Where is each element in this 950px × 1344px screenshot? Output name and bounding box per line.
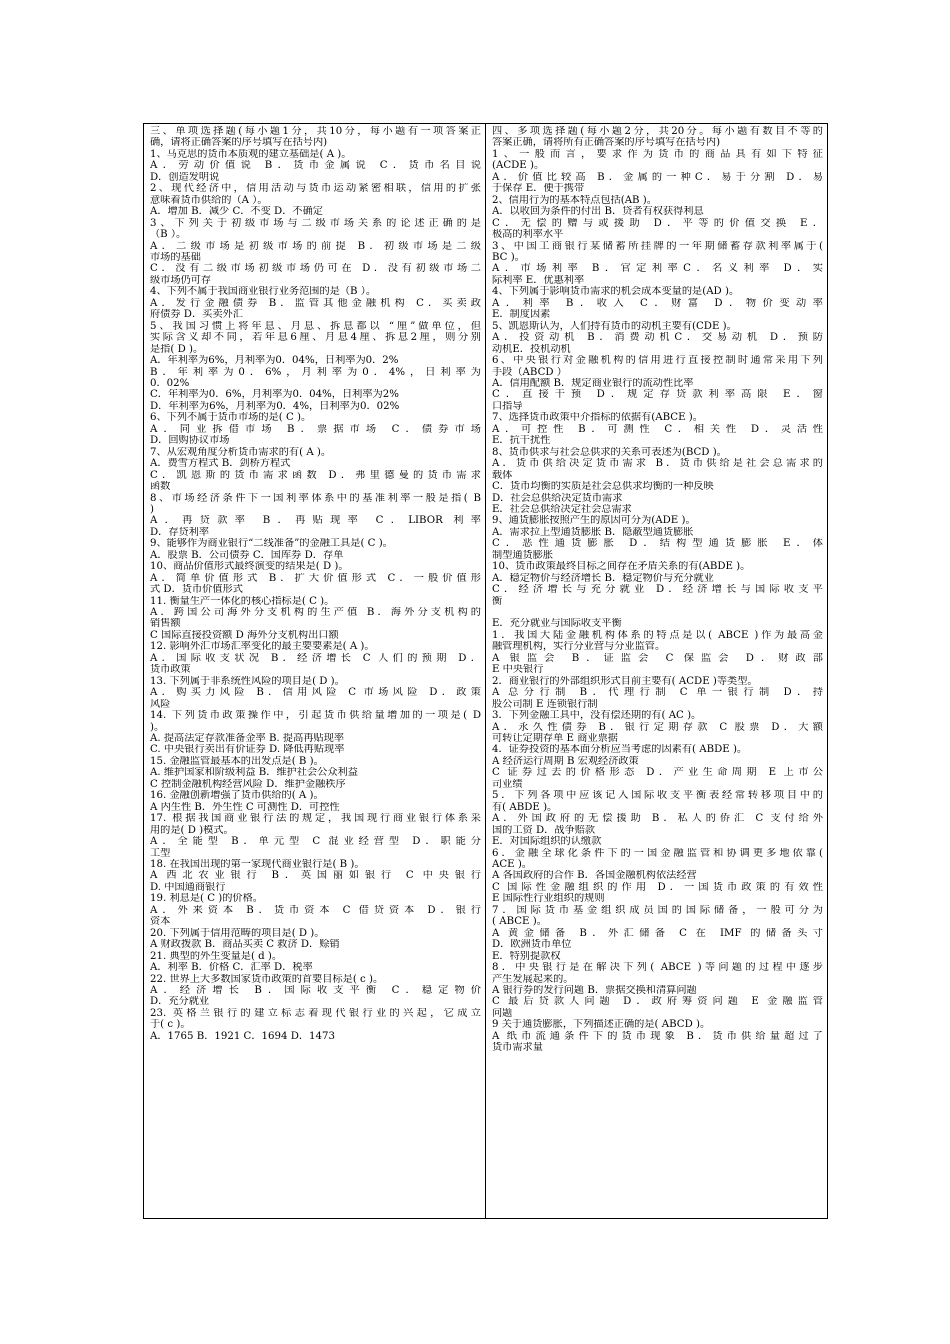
text-line: 21. 典型的外生变量是( d )。 — [150, 950, 283, 962]
text-line: E．充分就业与国际收支平衡 — [492, 618, 622, 630]
text-line: 工型 — [150, 847, 171, 859]
text-line: D. 中国通商银行 — [150, 881, 226, 893]
text-line: A．股票 B．公司债券 C．国库券 D．存单 — [150, 549, 344, 561]
text-line: 11. 衡量生产一体化的核心指标是( C )。 — [150, 595, 335, 607]
text-line: 货币政策 — [150, 664, 191, 676]
text-line: A 内生性 B．外生性 C 可测性 D．可控性 — [150, 801, 340, 813]
text-line: 式 D．货币价值形式 — [150, 584, 243, 596]
text-line: A 财政拨款 B．商品买卖 C 救济 D．赊销 — [150, 939, 340, 951]
text-line: 9、通货膨胀按照产生的原因可分为(ADE )。 — [492, 515, 696, 527]
text-line: 4、下列属于影响货币需求的机会成本变量的是(AD )。 — [492, 286, 740, 298]
text-line: 6、中央银行对金融机构的信用进行直接控制时通常采用下列 — [492, 355, 823, 367]
text-line: E．抗干扰性 — [492, 435, 551, 447]
text-line: 手段（ABCD ） — [492, 366, 567, 378]
text-line: 三、单项选择题(每小题1分，共10分，每小题有一项答案正 — [150, 126, 481, 137]
text-line: C．没有二级市场初级市场仍可在 D．没有初级市场二 — [150, 263, 481, 275]
text-line: 5、我国习惯上将年息、月息、拆息都以 “厘”做单位，但 — [150, 320, 481, 332]
text-line: 12. 影响外汇市场汇率变化的最主要要素是( A )。 — [150, 641, 375, 653]
text-line: D．存贷利率 — [150, 526, 210, 538]
text-line: 4．证券投资的基本面分析应当考虑的因素有( ABDE )。 — [492, 744, 748, 756]
text-line: A．年利率为6%，月利率为0．04%，日利率为0．2% — [150, 355, 399, 367]
text-line: ( ABCE )。 — [492, 916, 547, 928]
text-line: 2、现代经济中，信用活动与货币运动紧密相联，信用的扩张 — [150, 183, 481, 195]
text-line: A．劳动价值说 B．货币金属说 C．货币名目说 — [150, 160, 481, 172]
text-line: A 银监会 B．证监会 C 保监会 D．财政部 — [492, 652, 823, 664]
text-line: A．费雪方程式 B．剑桥方程式 — [150, 458, 291, 470]
text-line: 资本 — [150, 916, 171, 928]
text-line: A．外国政府的无偿援助 B．私人的侨汇 C 支付给外 — [492, 813, 823, 825]
text-line: A．利率 B．价格 C．汇率 D．税率 — [150, 962, 313, 974]
text-line: 问题 — [492, 1007, 513, 1019]
text-line: 四、多项选择题(每小题2分，共20分。每小题有数目不等的 — [492, 126, 823, 137]
text-line: C．直接干预 D．规定存贷款利率高限 E．窗 — [492, 389, 823, 401]
text-line: 风险 — [150, 698, 171, 710]
text-line: A 经济运行周期 B 宏观经济政策 — [492, 755, 639, 767]
text-line: A 各国政府的合作 B．各国金融机构依法经营 — [492, 870, 697, 882]
text-line: 6、下列不属于货币市场的是( C )。 — [150, 412, 312, 424]
text-line: A．永久性债券 B．银行定期存款 C 股票 D．大额 — [492, 721, 823, 733]
text-line: E．制度因素 — [492, 309, 551, 321]
text-line: A．经济增长 B．国际收支平衡 C．稳定物价 — [150, 984, 481, 996]
text-line: 16. 金融创新增强了货币供给的( A )。 — [150, 790, 324, 802]
text-line: 17. 根据我国商业银行法的规定，我国现行商业银行体系采 — [150, 813, 481, 825]
text-line: A．以收回为条件的付出 B．贷者有权获得利息 — [492, 206, 704, 218]
text-line: A．国际收支状况 B．经济增长 C 人们的预期 D． — [150, 652, 481, 664]
text-line: 3．下列金融工具中，没有偿还期的有( AC )。 — [492, 710, 702, 722]
text-line: 2．商业银行的外部组织形式目前主要有( ACDE )等类型。 — [492, 675, 758, 687]
text-line: C 证券过去的价格形态 D．产业生命周期 E 上市公 — [492, 767, 823, 779]
text-line: 5、凯恩斯认为，人们持有货币的动机主要有(CDE )。 — [492, 320, 737, 332]
text-line: (ACDE )。 — [492, 160, 545, 172]
text-line: D．回购协议市场 — [150, 435, 230, 447]
text-line: C．无偿的赠与或援助 D．平等的价值交换 E． — [492, 217, 823, 229]
text-line: A．购买力风险 B．信用风险 C 市场风险 D．政策 — [150, 687, 481, 699]
text-line: 动机E．投机动机 — [492, 343, 571, 355]
text-line: BC )。 — [492, 251, 525, 263]
text-line: A．稳定物价与经济增长 B．稳定物价与充分就业 — [492, 572, 714, 584]
text-line: 衡 — [492, 595, 503, 607]
text-line: A．跨国公司海外分支机构的生产值 B．海外分支机构的 — [150, 607, 481, 619]
text-line: A．全能型 B．单元型 C 混业经营型 D．职能分 — [150, 836, 481, 848]
text-line: 制型通货膨胀 — [492, 549, 554, 561]
text-line: 15. 金融监管最基本的出发点是( B )。 — [150, 755, 324, 767]
text-line: A．发行金融债券 B．监管其他金融机构 C．买卖政 — [150, 297, 481, 309]
text-line: A．信用配额 B．规定商业银行的流动性比率 — [492, 377, 694, 389]
text-line: D．充分就业 — [150, 996, 210, 1008]
text-line: E．特别提款权 — [492, 950, 561, 962]
text-line: 10、商品价值形式最终演变的结果是( D )。 — [150, 561, 349, 573]
exam-table — [143, 123, 828, 1219]
text-line: A．价值比较高 B．金属的一种C．易于分割 D．易 — [492, 171, 823, 183]
text-line: C 国际性金融组织的作用 D．一国货币政策的有效性 — [492, 881, 823, 893]
text-line: C 国际直接投资额 D 海外分支机构出口额 — [150, 629, 339, 641]
text-line: 于( c )。 — [150, 1019, 191, 1031]
text-line: A．利率 B．收入 C．财富 D．物价变动率 — [492, 297, 823, 309]
text-line: C．恶性通货膨胀 D．结构型通货膨胀 E．体 — [492, 538, 823, 550]
text-line: E．对国际组织的认缴款 — [492, 836, 602, 848]
text-line: D．年利率为6%，月利率为0．4%，日利率为0．02% — [150, 400, 400, 412]
text-line: 0．02% — [150, 377, 190, 389]
text-line: ) — [150, 503, 154, 515]
text-line: （B ）。 — [150, 229, 187, 241]
text-line: C 最后贷款人问题 D．政府筹资问题 E 金融监管 — [492, 996, 823, 1008]
text-line: A 总分行制 B．代理行制 C 单一银行制 D．持 — [492, 687, 823, 699]
text-line: 4、下列不属于我国商业银行业务范围的是（B ）。 — [150, 286, 377, 298]
text-line: A．再贷款率 B．再贴现率 C．LIBOR 利率 — [150, 515, 481, 527]
text-line: A 纸币流通条件下的货币现象 B．货币供给量超过了 — [492, 1030, 823, 1042]
text-line: A．增加 B．减少 C．不变 D．不确定 — [150, 206, 323, 218]
text-line: ACE )。 — [492, 859, 532, 870]
text-line: 3、中国工商银行某储蓄所挂牌的一年期储蓄存款利率属于( — [492, 240, 823, 252]
text-line: 7．国际货币基金组织成员国的国际储备，一般可分为 — [492, 904, 823, 916]
text-line: 载体 — [492, 469, 513, 481]
text-line: E．社会总供给决定社会总需求 — [492, 503, 632, 515]
text-line: 8、货币供求与社会总供求的关系可表述为(BCD )。 — [492, 446, 727, 458]
text-line: 有( ABDE )。 — [492, 801, 558, 813]
text-line: 市场的基础 — [150, 251, 201, 263]
text-line: 可转让定期存单 E 商业票据 — [492, 733, 618, 745]
text-line: 函数 — [150, 481, 171, 493]
text-line: 7、从宏观角度分析货币需求的有( A )。 — [150, 446, 332, 458]
multiple-choice-column — [486, 124, 827, 1218]
text-line: 于保存 E．便于携带 — [492, 183, 585, 195]
text-line: 意味着货币供给的（A ）。 — [150, 194, 268, 206]
text-line: 确，请将正确答案的序号填写在括号内) — [150, 137, 328, 149]
text-line: A．1765 B．1921 C．1694 D．1473 — [150, 1030, 335, 1042]
text-line — [492, 607, 823, 618]
text-line: A 银行券的发行问题 B．票据交换和清算问题 — [492, 984, 697, 996]
text-line: 9 关于通货膨胀，下列描述正确的是( ABCD )。 — [492, 1019, 711, 1031]
text-line: A．二级市场是初级市场的前提 B．初级市场是二级 — [150, 240, 481, 252]
text-line: 23. 英格兰银行的建立标志着现代银行业的兴起，它成立 — [150, 1007, 481, 1019]
text-line: C．年利率为0．6%，月利率为0．04%，日利率为2% — [150, 389, 399, 401]
text-line: C．货币均衡的实质是社会总供求均衡的一种反映 — [492, 481, 714, 493]
text-line: 22. 世界上大多数国家货币政策的首要目标是( c )。 — [150, 973, 384, 985]
text-line: A．需求拉上型通货膨胀 B．隐蔽型通货膨胀 — [492, 526, 694, 538]
text-line: E 国际性行业组织的规则 — [492, 893, 605, 905]
text-line: 9、能够作为商业银行“二线准备”的金融工具是( C )。 — [150, 538, 393, 550]
text-line: A．简单价值形式 B．扩大价值形式 C．一般价值形 — [150, 572, 481, 584]
text-line: C. 中央银行卖出有价证券 D. 降低再贴现率 — [150, 744, 345, 756]
text-line: E 中央银行 — [492, 664, 544, 676]
text-line: C 控制金融机构经营风险 D．维护金融秩序 — [150, 778, 346, 790]
text-line: 级市场仍可存 — [150, 274, 212, 286]
text-line: 口指导 — [492, 400, 523, 412]
text-line: )。 — [150, 721, 165, 733]
text-line: 13. 下列属于非系统性风险的项目是( D )。 — [150, 675, 345, 687]
text-line: 货币需求量 — [492, 1042, 543, 1054]
text-line: 10、货币政策最终目标之间存在矛盾关系的有(ABDE )。 — [492, 561, 751, 573]
text-line: 7、选择货币政策中介指标的依据有(ABCE )。 — [492, 412, 703, 424]
single-choice-column — [144, 124, 486, 1218]
text-line: 融管理机构，实行分业营与分业监管。 — [492, 641, 666, 653]
text-line: A．同业拆借市场 B．票据市场 C．债券市场 — [150, 423, 481, 435]
text-line: C．凯恩斯的货币需求函数 D．弗里德曼的货币需求 — [150, 469, 481, 481]
text-line: D．欧洲货币单位 — [492, 939, 572, 951]
text-line: A 西北农业银行 B．英国丽如银行 C 中央银行 — [150, 870, 481, 882]
text-line: 3、下列关于初级市场与二级市场关系的论述正确的是 — [150, 217, 481, 229]
text-line: 国的工资 D．战争赔款 — [492, 824, 596, 836]
text-line: D．社会总供给决定货币需求 — [492, 492, 623, 504]
text-line: A．投资动机 B．消费动机C．交易动机 D．预防 — [492, 332, 823, 344]
text-line: C．经济增长与充分就业 D．经济增长与国际收支平 — [492, 584, 823, 596]
text-line: 8．中央银行是在解决下列( ABCE )等问题的过程中逐步 — [492, 962, 823, 974]
text-line: 是指( D )。 — [150, 343, 204, 355]
text-line: 极高的利率水平 — [492, 229, 564, 241]
text-line: A．外来资本 B．货币资本 C 借贷资本 D．银行 — [150, 904, 481, 916]
text-line: 1．我国大陆金融机构体系的特点是以( ABCE )作为最高金 — [492, 629, 823, 641]
text-line: 2、信用行为的基本特点包括(AB )。 — [492, 194, 657, 206]
text-line: 股公司制 E 连锁银行制 — [492, 698, 598, 710]
text-line: 19. 利息是( C )的价格。 — [150, 893, 263, 905]
text-line: 8、市场经济条件下一国利率体系中的基准利率一般是指( B — [150, 492, 481, 504]
text-line: 用的是( D )模式。 — [150, 824, 234, 836]
text-line: A．市场利率 B．官定利率C．名义利率 D．实 — [492, 263, 823, 275]
text-line: 6．金融全球化条件下的一国金融监管和协调更多地依靠( — [492, 847, 823, 859]
text-line: A．可控性 B．可测性 C．相关性 D．灵活性 — [492, 423, 823, 435]
text-line: 14. 下列货币政策操作中，引起货币供给量增加的一项是( D — [150, 710, 481, 722]
text-line: 18. 在我国出现的第一家现代商业银行是( B )。 — [150, 859, 365, 870]
text-line: 20. 下列属于信用范畴的项目是( D )。 — [150, 927, 325, 939]
text-line: A. 提高法定存款准备金率 B. 提高再贴现率 — [150, 733, 345, 745]
text-line: B．年利率为0．6%，月利率为0．4%，日利率为 — [150, 366, 481, 378]
text-line: 府债券 D．买卖外汇 — [150, 309, 243, 321]
text-line: 际利率 E．优惠利率 — [492, 274, 585, 286]
text-line: D．创造发明说 — [150, 171, 220, 183]
text-line: A 黄金储备 B．外汇储备 C 在 IMF 的储备头寸 — [492, 927, 823, 939]
text-line: 答案正确，请将所有正确答案的序号填写在括号内) — [492, 137, 721, 149]
text-line: A．货币供给决定货币需求 B．货币供给是社会总需求的 — [492, 458, 823, 470]
text-line: 实际含义却不同，若年息6厘、月息4厘、拆息2厘，则分别 — [150, 332, 481, 344]
text-line: 销售额 — [150, 618, 181, 630]
text-line: 1、马克思的货币本质观的建立基础是( A )。 — [150, 148, 352, 160]
text-line: 1、一般而言，要求作为货币的商品具有如下特征 — [492, 148, 823, 160]
text-line: 产生发展起来的。 — [492, 973, 574, 985]
text-line: 司业绩 — [492, 778, 523, 790]
text-line: A. 维护国家和阶级利益 B．维护社会公众利益 — [150, 767, 358, 779]
text-line: 5．下列各项中应该记入国际收支平衡表经常转移项目中的 — [492, 790, 823, 802]
